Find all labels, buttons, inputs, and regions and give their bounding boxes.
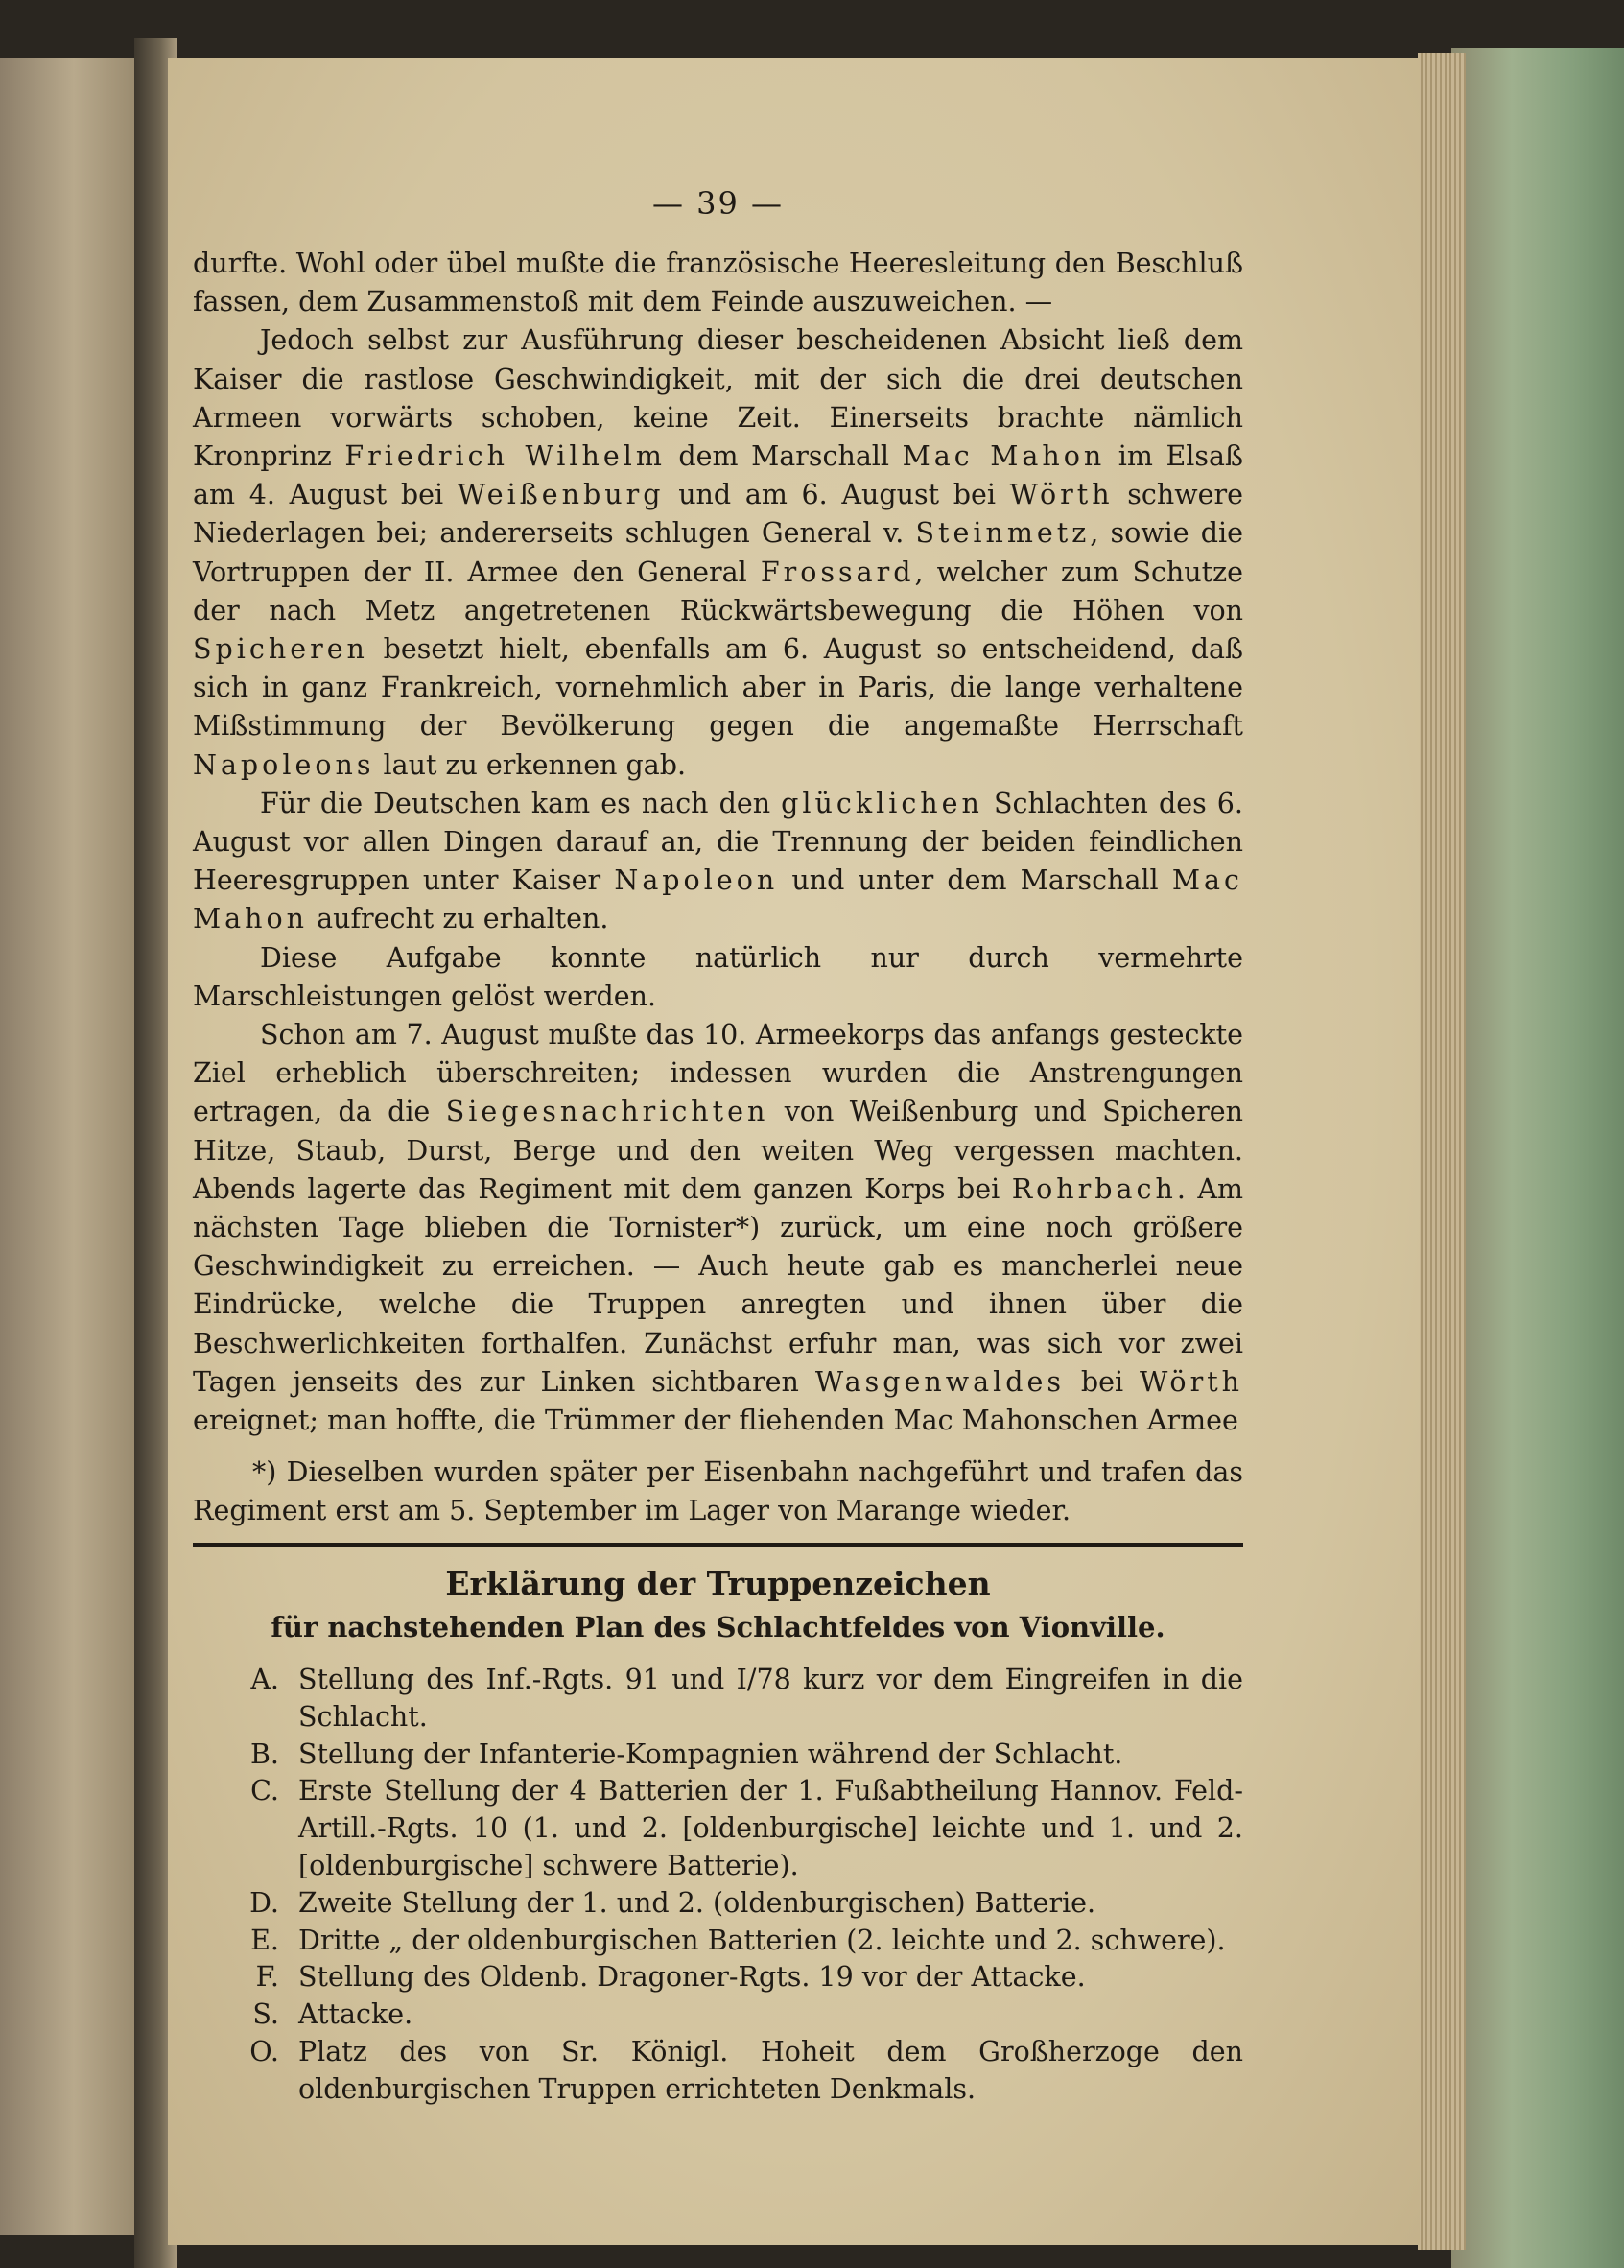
emphasized-name: Spicheren: [193, 633, 368, 666]
text-run: Diese Aufgabe konnte natürlich nur durch vermehrte Marschleistungen gelöst werden.: [193, 941, 1243, 1012]
text-run: und unter dem Marschall: [778, 864, 1172, 897]
legend-item: [193, 1996, 1243, 2034]
text-run: von Weißenburg und Spicheren Hitze, Staub, Durst, Berge und den weiten Weg vergessen machten. Abends lagerte das Regiment mit dem ganzen Korps bei: [193, 1096, 1243, 1205]
footnote: *) Dieselben wurden später per Eisenbahn nachgeführt und trafen das Regiment erst am 5. September im Lager von Marange wieder.: [193, 1456, 1243, 1526]
legend-key: O.: [249, 2035, 279, 2067]
text-run: Schon am 7. August mußte das 10. Armeekorps das anfangs gesteckte Ziel erheblich überschreiten; indessen wurden die Anstrengungen ertragen, da die: [193, 1019, 1243, 1128]
emphasized-name: Napoleon: [614, 864, 779, 897]
text-run: dem Marschall: [665, 440, 903, 473]
text-run: schwere Niederlagen bei; andererseits schlugen General v.: [193, 479, 1243, 550]
legend-key: E.: [250, 1924, 279, 1956]
text-run: und am 6. August bei: [664, 479, 1010, 511]
legend-item: [193, 1959, 1243, 1996]
emphasized-name: Mac Mahon: [902, 440, 1106, 473]
emphasized-name: Wörth: [1140, 1365, 1243, 1398]
legend-description: Attacke.: [298, 1998, 413, 2031]
body-text: [193, 245, 1243, 1440]
emphasized-name: Friedrich Wilhelm: [344, 440, 666, 473]
legend-key: B.: [249, 1737, 279, 1770]
legend-description: Stellung der Infanterie-Kompagnien während der Schlacht.: [298, 1737, 1123, 1770]
text-run: ereignet; man hoffte, die Trümmer der fliehenden Mac Mahonschen Armee: [193, 1405, 1238, 1437]
legend-item: [193, 1885, 1243, 1923]
legend-item: [193, 1736, 1243, 1774]
text-run: laut zu erkennen gab.: [374, 748, 687, 781]
legend-title: Erklärung der Truppenzeichen: [445, 1565, 991, 1602]
text-run: , welcher zum Schutze der nach Metz angetretenen Rückwärtsbewegung die Höhen von: [193, 555, 1243, 626]
legend-list: [193, 1662, 1243, 2109]
left-page-edge: [0, 58, 134, 2235]
text-run: im Elsaß am 4. August bei: [193, 440, 1244, 511]
legend-description: Erste Stellung der 4 Batterien der 1. Fußabtheilung Hannov. Feld-Artill.-Rgts. 10 (1. und 2. [oldenburgische] leichte und 1. und 2. [oldenburgische] schwere Batterie).: [298, 1775, 1243, 1881]
legend-description: Zweite Stellung der 1. und 2. (oldenburgischen) Batterie.: [298, 1886, 1096, 1919]
text-run: Jedoch selbst zur Ausführung dieser bescheidenen Absicht ließ dem Kaiser die rastlose Geschwindigkeit, mit der sich die drei deutschen Armeen vorwärts schoben, keine Zeit. Einerseits brachte nämlich Kronprinz: [193, 324, 1243, 473]
legend-subtitle: für nachstehenden Plan des Schlachtfeldes von Vionville.: [271, 1611, 1165, 1643]
text-run: bei: [1064, 1365, 1141, 1398]
legend-key: A.: [250, 1664, 279, 1695]
section-divider: [193, 1543, 1243, 1547]
text-run: , sowie die Vortruppen der II. Armee den General: [193, 517, 1243, 588]
legend-item: [193, 1773, 1243, 1884]
emphasized-name: Steinmetz: [915, 517, 1091, 550]
text-run: durfte. Wohl oder übel mußte die französische Heeresleitung den Beschluß fassen, dem Zusammenstoß mit dem Feinde auszuweichen. —: [193, 248, 1243, 319]
text-run: Schlachten des 6. August vor allen Dingen darauf an, die Trennung der beiden feindlichen Heeresgruppen unter Kaiser: [193, 787, 1243, 897]
body-paragraph: [193, 321, 1243, 784]
legend-key: F.: [255, 1961, 279, 1994]
emphasized-name: Rohrbach: [1011, 1172, 1177, 1205]
emphasized-name: Siegesnachrichten: [445, 1096, 769, 1128]
emphasized-name: Wörth: [1009, 479, 1114, 511]
book-cover-edge: [1451, 48, 1624, 2268]
legend-key: C.: [250, 1775, 279, 1807]
body-paragraph: [193, 245, 1243, 321]
page-number: — 39 —: [651, 185, 785, 222]
legend-key: S.: [252, 1998, 279, 2031]
legend-description: Stellung des Inf.-Rgts. 91 und I/78 kurz vor dem Eingreifen in die Schlacht.: [298, 1664, 1243, 1733]
legend-description: Stellung des Oldenb. Dragoner-Rgts. 19 vor der Attacke.: [298, 1961, 1086, 1994]
body-paragraph: [193, 1016, 1243, 1440]
legend-item: [193, 2034, 1243, 2109]
emphasized-name: Weißenburg: [457, 479, 665, 511]
emphasized-name: Frossard: [760, 555, 915, 588]
page-stack-edge: [1418, 53, 1466, 2250]
book-page: [168, 58, 1420, 2245]
text-run: aufrecht zu erhalten.: [308, 903, 609, 935]
body-paragraph: [193, 939, 1243, 1016]
emphasized-name: Wasgenwaldes: [814, 1365, 1065, 1398]
text-run: . Am nächsten Tage blieben die Tornister*) zurück, um eine noch größere Geschwindigkeit zu erreichen. — Auch heute gab es mancherlei neue Eindrücke, welche die Truppen anregten und ihnen über die Beschwerlichkeiten forthalfen. Zunächst erfuhr man, was sich vor zwei Tagen jenseits des zur Linken sichtbaren: [193, 1172, 1243, 1398]
emphasized-name: glücklichen: [781, 787, 983, 819]
text-run: Für die Deutschen kam es nach den: [260, 787, 782, 819]
legend-key: D.: [249, 1886, 279, 1919]
text-run: besetzt hielt, ebenfalls am 6. August so entscheidend, daß sich in ganz Frankreich, vornehmlich aber in Paris, die lange verhaltene Mißstimmung der Bevölkerung gegen die angemaßte Herrschaft: [193, 633, 1243, 743]
legend-description: Platz des von Sr. Königl. Hoheit dem Großherzoge den oldenburgischen Truppen errichteten Denkmals.: [298, 2035, 1243, 2105]
legend-item: [193, 1662, 1243, 1736]
emphasized-name: Napoleons: [193, 748, 375, 781]
body-paragraph: [193, 785, 1243, 939]
legend-item: [193, 1923, 1243, 1960]
legend-description: Dritte „ der oldenburgischen Batterien (2. leichte und 2. schwere).: [298, 1924, 1226, 1956]
emphasized-name: Mac Mahon: [193, 864, 1243, 935]
